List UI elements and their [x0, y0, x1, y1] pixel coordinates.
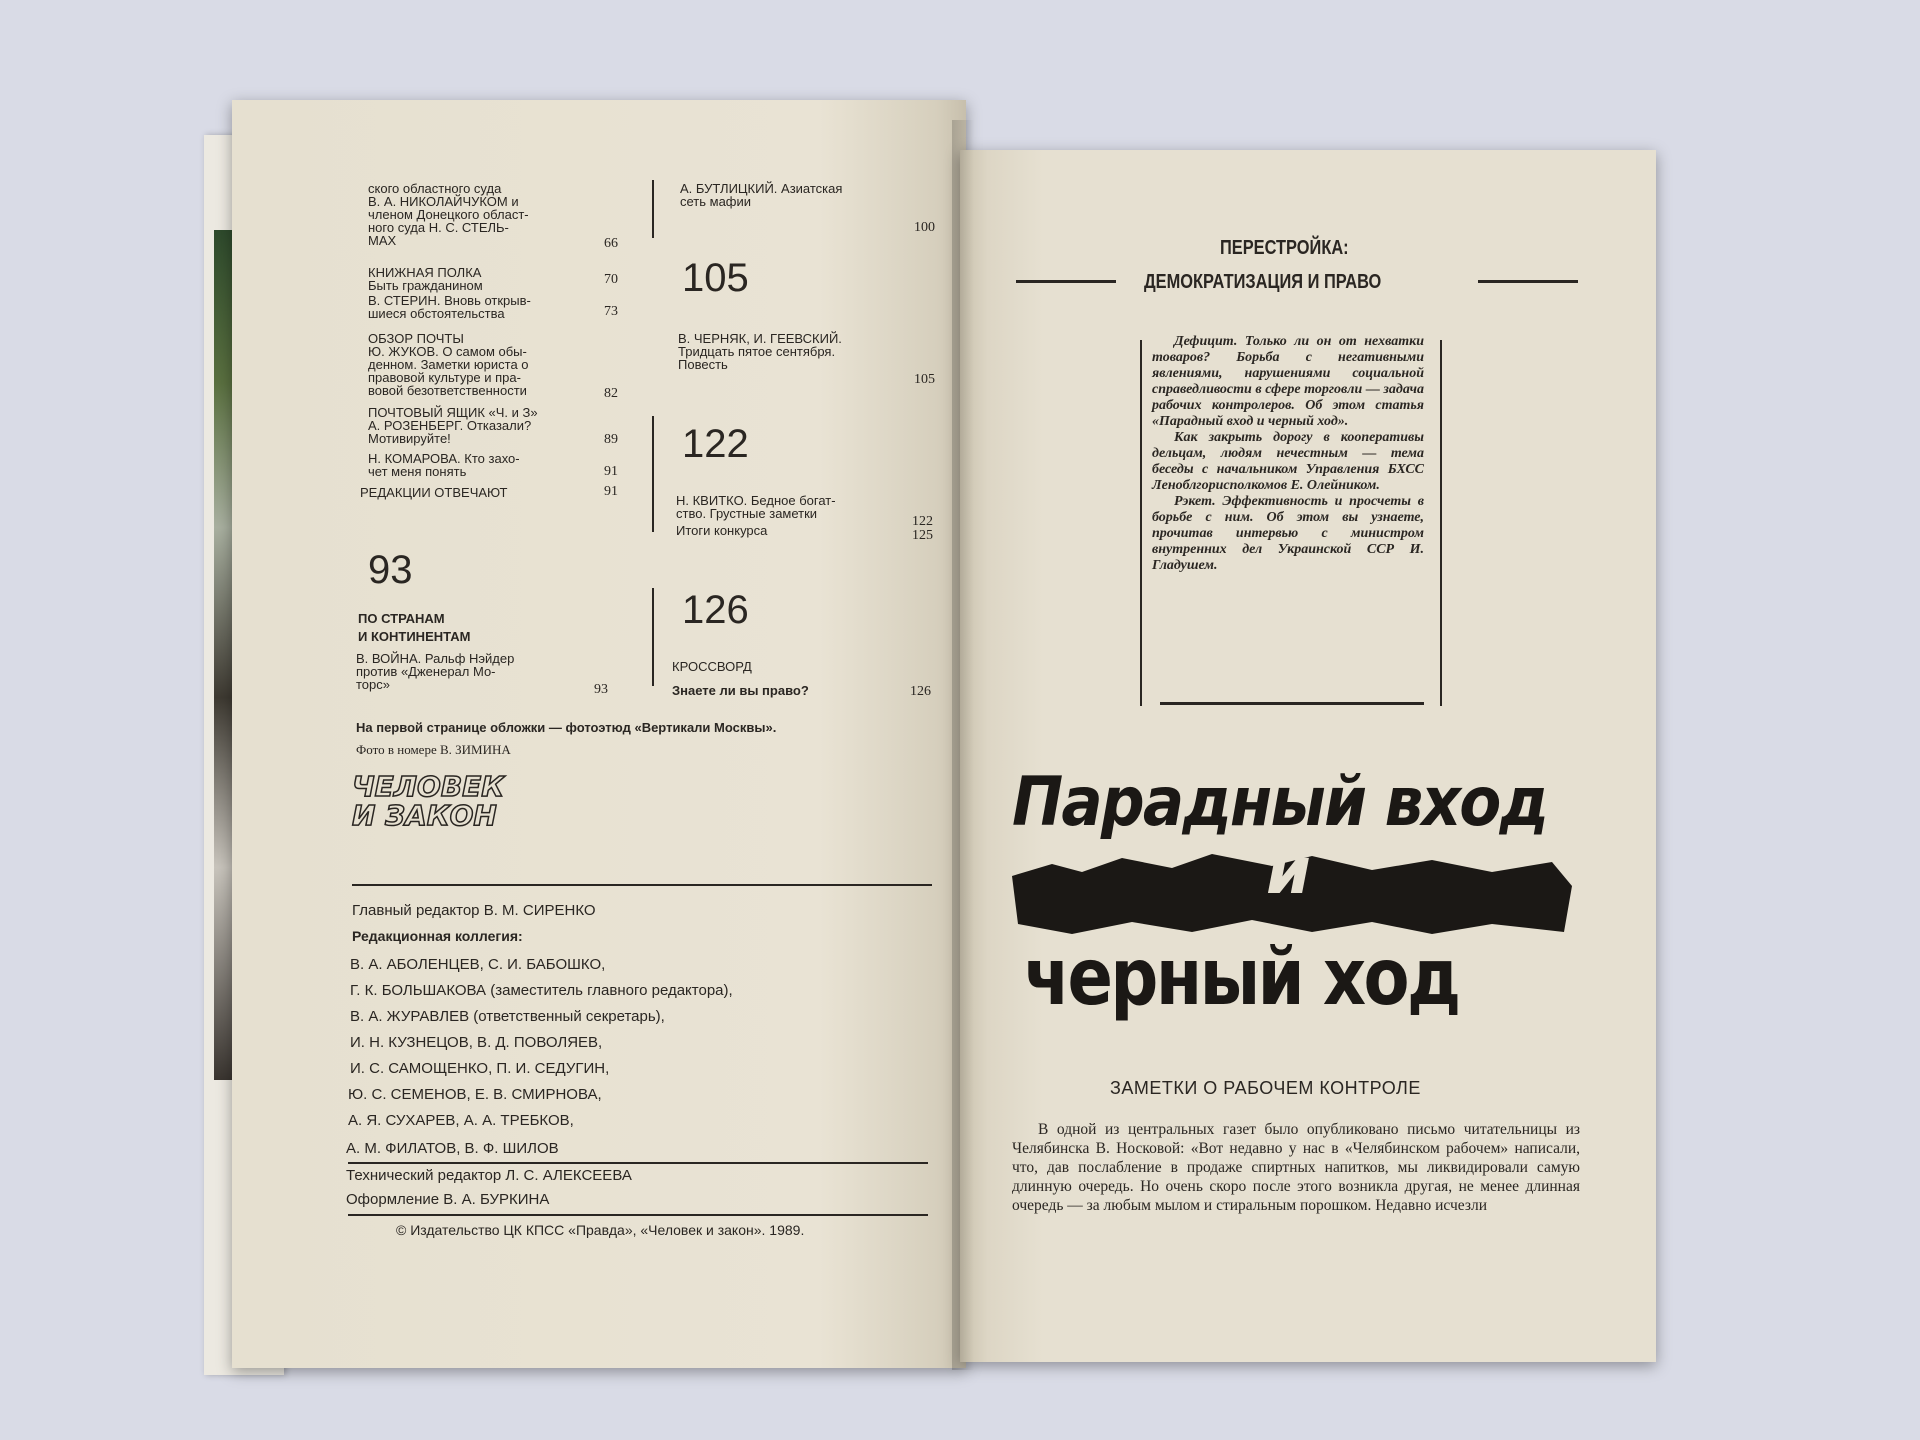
- page-number: 93: [594, 682, 608, 697]
- lead-annotation: [1152, 334, 1424, 574]
- lead-paragraph: Как закрыть дорогу в кооперативы дельцам, людям нечестным — тема беседы с начальником Управления БХСС Леноблгорисполкомов Е. Олейником.: [1152, 430, 1424, 493]
- lead-paragraph: Дефицит. Только ли он от нехватки товаров? Борьба с негативными явлениями, нарушениями социальной справедливости в сфере торговли — задача рабочих контролеров. Об этом статья «Парадный вход и черный ход».: [1152, 334, 1424, 429]
- magazine-logo: ЧЕЛОВЕК И ЗАКОН: [352, 770, 505, 832]
- copyright: © Издательство ЦК КПСС «Правда», «Человек и закон». 1989.: [396, 1222, 805, 1238]
- toc-entry-3: В. СТЕРИН. Вновь открыв- шиеся обстоятельства: [368, 293, 531, 321]
- board-title: Редакционная коллегия:: [352, 928, 523, 944]
- rubric-democratization: ДЕМОКРАТИЗАЦИЯ И ПРАВО: [1144, 271, 1382, 293]
- section-number-105: 105: [682, 256, 749, 300]
- title-line-back-door: черный ход: [1024, 933, 1459, 1023]
- page-number: 82: [604, 386, 618, 401]
- rubric-rule-right: [1478, 280, 1578, 283]
- rubric-rule-left: [1016, 280, 1116, 283]
- chief-editor: Главный редактор В. М. СИРЕНКО: [352, 902, 596, 919]
- board-member-line: Г. К. БОЛЬШАКОВА (заместитель главного редактора),: [350, 982, 733, 999]
- divider: [352, 884, 932, 886]
- toc-entry-7: РЕДАКЦИИ ОТВЕЧАЮТ: [360, 485, 508, 500]
- page-number: 105: [914, 372, 935, 387]
- right-page: [960, 150, 1656, 1362]
- column-divider: [652, 416, 654, 532]
- rubric-perestroika: ПЕРЕСТРОЙКА:: [1220, 237, 1349, 259]
- article-paragraph: В одной из центральных газет было опубликовано письмо читательницы из Челябинска В. Носковой: «Вот недавно у нас в «Челябинском рабочем» написали, что, дав послабление в продаже спиртных напитков, мы ликвидировали самую длинную очередь. Но очень скоро после этого возникла другая, не менее длинная очередь — за любым мылом и стиральным порошком. Недавно исчезли: [1012, 1121, 1580, 1214]
- lead-box-right-rule: [1440, 340, 1442, 706]
- title-line-and: и: [1266, 835, 1311, 909]
- column-divider: [652, 180, 654, 238]
- divider: [348, 1214, 928, 1216]
- page-number: 89: [604, 432, 618, 447]
- board-member-line: И. С. САМОЩЕНКО, П. И. СЕДУГИН,: [350, 1060, 610, 1077]
- lead-box-bottom-rule: [1160, 702, 1424, 705]
- board-member-line: В. А. ЖУРАВЛЕВ (ответственный секретарь),: [350, 1008, 665, 1025]
- design-credit: Оформление В. А. БУРКИНА: [346, 1191, 550, 1208]
- page-number: 122: [912, 514, 933, 529]
- board-member-line: Ю. С. СЕМЕНОВ, Е. В. СМИРНОВА,: [348, 1086, 602, 1103]
- board-member-line: А. М. ФИЛАТОВ, В. Ф. ШИЛОВ: [346, 1140, 559, 1157]
- toc-entry-6: Н. КОМАРОВА. Кто захо- чет меня понять: [368, 451, 520, 479]
- toc-entry-4: ОБЗОР ПОЧТЫ Ю. ЖУКОВ. О самом обы- денном. Заметки юриста о правовой культуре и пра- вовой безответственности: [368, 331, 529, 398]
- board-member-line: А. Я. СУХАРЕВ, А. А. ТРЕБКОВ,: [348, 1112, 574, 1129]
- article-body: [1012, 1120, 1580, 1215]
- tech-editor: Технический редактор Л. С. АЛЕКСЕЕВА: [346, 1167, 632, 1184]
- toc-entry-12: Итоги конкурса: [676, 523, 768, 538]
- column-divider: [652, 588, 654, 686]
- board-member-line: И. Н. КУЗНЕЦОВ, В. Д. ПОВОЛЯЕВ,: [350, 1034, 603, 1051]
- toc-entry-1: ского областного суда В. А. НИКОЛАЙЧУКОМ и членом Донецкого област- ного суда Н. С. СТЕЛЬ- МАХ: [368, 181, 529, 248]
- page-number: 70: [604, 272, 618, 287]
- left-page: [232, 100, 966, 1368]
- section-number-126: 126: [682, 588, 749, 632]
- page-number: 66: [604, 236, 618, 251]
- photo-credit: Фото в номере В. ЗИМИНА: [356, 742, 511, 757]
- page-number: 91: [604, 484, 618, 499]
- toc-entry-5: ПОЧТОВЫЙ ЯЩИК «Ч. и З» А. РОЗЕНБЕРГ. Отказали? Мотивируйте!: [368, 405, 538, 446]
- article-subtitle: ЗАМЕТКИ О РАБОЧЕМ КОНТРОЛЕ: [1110, 1078, 1421, 1098]
- board-member-line: В. А. АБОЛЕНЦЕВ, С. И. БАБОШКО,: [350, 956, 606, 973]
- divider: [348, 1162, 928, 1164]
- section-number-93: 93: [368, 548, 413, 592]
- book-spine-shadow: [952, 120, 974, 1370]
- section-number-122: 122: [682, 422, 749, 466]
- page-number: 126: [910, 684, 931, 699]
- page-number: 73: [604, 304, 618, 319]
- toc-entry-11: Н. КВИТКО. Бедное богат- ство. Грустные заметки: [676, 493, 836, 521]
- toc-entry-9: А. БУТЛИЦКИЙ. Азиатская сеть мафии: [680, 181, 843, 209]
- page-number: 100: [914, 220, 935, 235]
- toc-entry-8: В. ВОЙНА. Ральф Нэйдер против «Дженерал Мо- торс»: [356, 651, 515, 692]
- toc-entry-13: Знаете ли вы право?: [672, 683, 809, 698]
- page-number: 125: [912, 528, 933, 543]
- lead-paragraph: Рэкет. Эффективность и просчеты в борьбе с ним. Об этом вы узнаете, прочитав интервью с министром внутренних дел Украинской ССР И. Гладушем.: [1152, 494, 1424, 573]
- title-line-parade-entrance: Парадный вход: [1012, 763, 1548, 842]
- toc-entry-10: В. ЧЕРНЯК, И. ГЕЕВСКИЙ. Тридцать пятое сентября. Повесть: [678, 331, 842, 372]
- page-number: 91: [604, 464, 618, 479]
- section-title-countries: ПО СТРАНАМ И КОНТИНЕНТАМ: [358, 611, 471, 644]
- toc-entry-2: КНИЖНАЯ ПОЛКА Быть гражданином: [368, 265, 483, 293]
- toc-entry-13-title: КРОССВОРД: [672, 659, 752, 674]
- lead-box-left-rule: [1140, 340, 1142, 706]
- cover-note: На первой странице обложки — фотоэтюд «Вертикали Москвы».: [356, 720, 777, 735]
